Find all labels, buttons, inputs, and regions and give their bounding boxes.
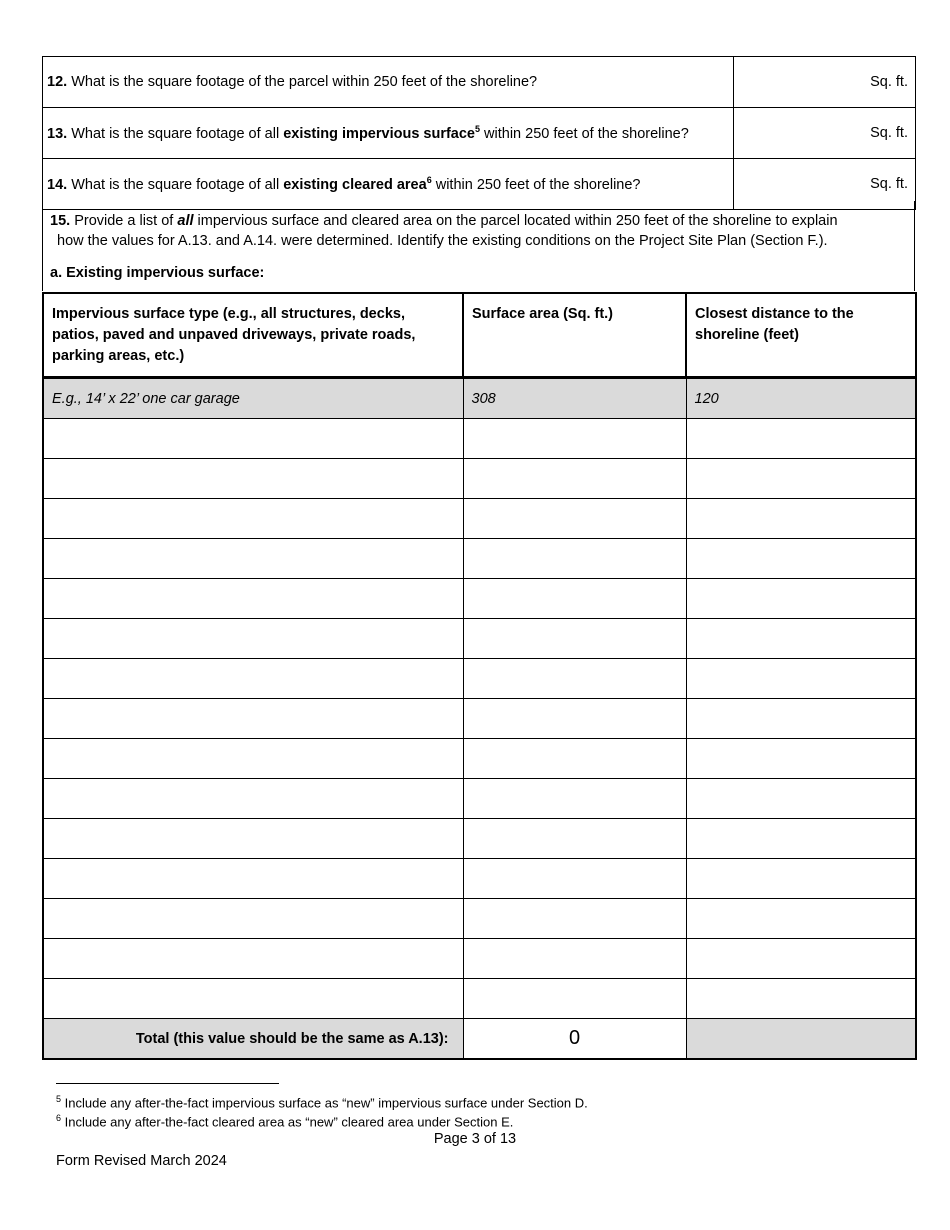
table-row: [43, 579, 916, 619]
impervious-surface-table: [42, 292, 917, 1060]
example-area: 308: [463, 378, 686, 419]
surface-area-input[interactable]: [463, 899, 686, 939]
table-row: [43, 779, 916, 819]
question-13-text: 13. What is the square footage of all existing impervious surface$^5$ within 250 feet of the shoreline?: [43, 108, 734, 159]
surface-type-input[interactable]: [43, 979, 463, 1019]
table-row: [43, 419, 916, 459]
question-15-text: 15. Provide a list of all impervious surface and cleared area on the parcel located within 250 feet of the shoreline to explain how the values for A.13. and A.14. were determined. Identify the existing conditions on the Project Site Plan (Section F.).: [50, 213, 838, 249]
table-row: [43, 819, 916, 859]
total-label: Total (this value should be the same as A.13):: [43, 1019, 463, 1060]
distance-input[interactable]: [686, 699, 916, 739]
footnote-6: $^6$ Include any after-the-fact cleared area as “new” cleared area under Section E.: [56, 1113, 514, 1130]
footnote-5: $^5$ Include any after-the-fact impervious surface as “new” impervious surface under Section D.: [56, 1094, 588, 1111]
sq-ft-unit: Sq. ft.: [870, 176, 908, 192]
surface-area-input[interactable]: [463, 619, 686, 659]
distance-input[interactable]: [686, 459, 916, 499]
existing-impervious-heading: a. Existing impervious surface:: [50, 265, 265, 281]
distance-input[interactable]: [686, 779, 916, 819]
question-12-answer-field[interactable]: [734, 57, 916, 108]
question-14-text: 14. What is the square footage of all existing cleared area$^6$ within 250 feet of the shoreline?: [43, 159, 734, 210]
example-distance: 120: [686, 378, 916, 419]
distance-input[interactable]: [686, 579, 916, 619]
question-13-row: [43, 108, 916, 159]
surface-area-input[interactable]: [463, 779, 686, 819]
table-row: [43, 859, 916, 899]
footnote-ref-6: 6: [426, 175, 432, 186]
surface-type-input[interactable]: [43, 859, 463, 899]
question-12-text: 12. What is the square footage of the parcel within 250 feet of the shoreline?: [43, 57, 734, 108]
sq-ft-unit: Sq. ft.: [870, 125, 908, 141]
distance-input[interactable]: [686, 619, 916, 659]
surface-area-input[interactable]: [463, 579, 686, 619]
distance-input[interactable]: [686, 539, 916, 579]
distance-input[interactable]: [686, 979, 916, 1019]
total-value-field[interactable]: 0: [463, 1019, 686, 1060]
total-distance-blank: [686, 1019, 916, 1060]
surface-type-input[interactable]: [43, 819, 463, 859]
table-header-row: [43, 293, 916, 378]
question-15-block: [42, 201, 915, 291]
footnote-divider: [56, 1083, 279, 1084]
distance-input[interactable]: [686, 499, 916, 539]
table-row: [43, 899, 916, 939]
surface-type-input[interactable]: [43, 539, 463, 579]
distance-input[interactable]: [686, 419, 916, 459]
surface-area-input[interactable]: [463, 419, 686, 459]
table-row: [43, 739, 916, 779]
sq-ft-unit: Sq. ft.: [870, 74, 908, 90]
question-13-answer-field[interactable]: [734, 108, 916, 159]
surface-area-input[interactable]: [463, 539, 686, 579]
form-revised-date: Form Revised March 2024: [56, 1153, 227, 1169]
table-row: [43, 459, 916, 499]
header-surface-type: Impervious surface type (e.g., all structures, decks, patios, paved and unpaved driveways, private roads, parking areas, etc.): [43, 293, 463, 378]
square-footage-questions: [42, 56, 916, 210]
surface-type-input[interactable]: [43, 619, 463, 659]
surface-type-input[interactable]: [43, 939, 463, 979]
surface-area-input[interactable]: [463, 859, 686, 899]
table-row: [43, 659, 916, 699]
distance-input[interactable]: [686, 819, 916, 859]
surface-area-input[interactable]: [463, 979, 686, 1019]
question-12-row: [43, 57, 916, 108]
page-number: Page 3 of 13: [433, 1131, 517, 1147]
surface-type-input[interactable]: [43, 459, 463, 499]
example-type: E.g., 14’ x 22’ one car garage: [43, 378, 463, 419]
surface-type-input[interactable]: [43, 579, 463, 619]
distance-input[interactable]: [686, 899, 916, 939]
surface-type-input[interactable]: [43, 739, 463, 779]
table-row: [43, 939, 916, 979]
distance-input[interactable]: [686, 739, 916, 779]
surface-area-input[interactable]: [463, 739, 686, 779]
distance-input[interactable]: [686, 939, 916, 979]
header-closest-distance: Closest distance to the shoreline (feet): [686, 293, 916, 378]
surface-type-input[interactable]: [43, 419, 463, 459]
surface-type-input[interactable]: [43, 659, 463, 699]
total-row: [43, 1019, 916, 1060]
distance-input[interactable]: [686, 659, 916, 699]
surface-area-input[interactable]: [463, 699, 686, 739]
surface-type-input[interactable]: [43, 899, 463, 939]
surface-area-input[interactable]: [463, 659, 686, 699]
surface-area-input[interactable]: [463, 819, 686, 859]
surface-type-input[interactable]: [43, 499, 463, 539]
footnote-ref-5: 5: [475, 124, 481, 135]
table-row: [43, 699, 916, 739]
table-row: [43, 979, 916, 1019]
table-row: [43, 619, 916, 659]
surface-area-input[interactable]: [463, 939, 686, 979]
example-row: [43, 378, 916, 419]
surface-type-input[interactable]: [43, 699, 463, 739]
table-row: [43, 499, 916, 539]
table-row: [43, 539, 916, 579]
surface-area-input[interactable]: [463, 499, 686, 539]
surface-type-input[interactable]: [43, 779, 463, 819]
distance-input[interactable]: [686, 859, 916, 899]
surface-area-input[interactable]: [463, 459, 686, 499]
header-surface-area: Surface area (Sq. ft.): [463, 293, 686, 378]
